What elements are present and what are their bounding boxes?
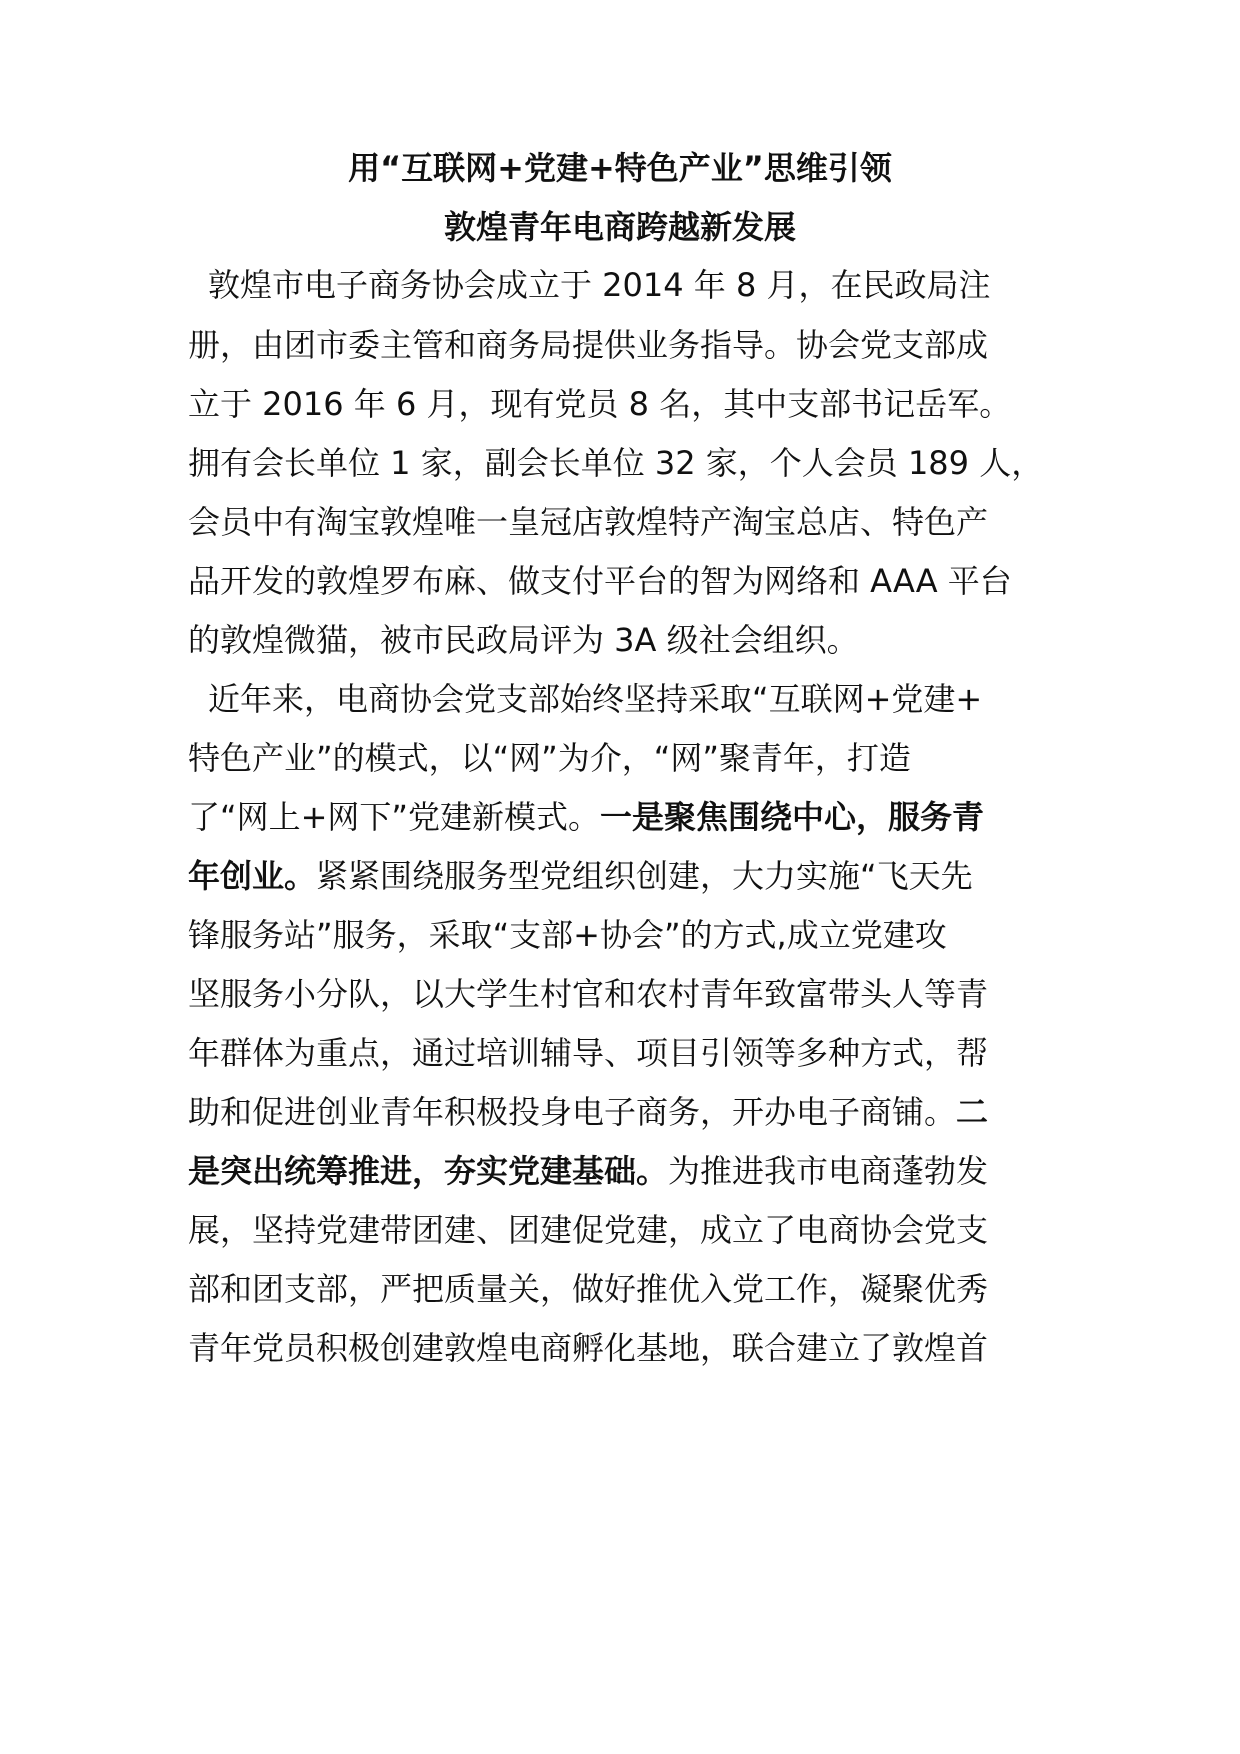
paragraph-2-line-3 (188, 795, 984, 839)
paragraph-2-line-4 (188, 854, 973, 898)
paragraph-1-line-1: 敦煌市电子商务协会成立于 2014 年 8 月，在民政局注 (208, 266, 991, 304)
paragraph-2-line-8 (188, 1090, 988, 1134)
point-two-heading-part-1: 二 (956, 1093, 989, 1131)
document-title-line-1: 用“互联网+党建+特色产业”思维引领 (348, 149, 892, 187)
point-two-heading-part-2: 是突出统筹推进，夯实党建基础。 (188, 1152, 669, 1190)
paragraph-1-line-2: 册，由团市委主管和商务局提供业务指导。协会党支部成 (188, 326, 989, 364)
paragraph-2-line-9 (188, 1149, 988, 1193)
point-one-heading-part-2: 年创业。 (188, 857, 317, 895)
point-one-heading-part-1: 一是聚焦围绕中心，服务青 (599, 798, 984, 836)
paragraph-1-line-5: 会员中有淘宝敦煌唯一皇冠店敦煌特产淘宝总店、特色产 (188, 503, 989, 541)
paragraph-2-line-4-text: 紧紧围绕服务型党组织创建，大力实施“飞天先 (316, 857, 973, 895)
paragraph-2-line-9-text: 为推进我市电商蓬勃发 (668, 1152, 989, 1190)
paragraph-2-line-6: 坚服务小分队，以大学生村官和农村青年致富带头人等青 (188, 975, 989, 1013)
paragraph-1-line-6: 品开发的敦煌罗布麻、做支付平台的智为网络和 AAA 平台 (188, 562, 1012, 600)
paragraph-2-line-12: 青年党员积极创建敦煌电商孵化基地，联合建立了敦煌首 (188, 1329, 989, 1367)
paragraph-1-line-4: 拥有会长单位 1 家，副会长单位 32 家，个人会员 189 人， (188, 444, 1044, 482)
paragraph-2-line-11: 部和团支部，严把质量关，做好推优入党工作，凝聚优秀 (188, 1270, 989, 1308)
paragraph-1-line-7: 的敦煌微猫，被市民政局评为 3A 级社会组织。 (188, 621, 859, 659)
paragraph-1-line-3: 立于 2016 年 6 月，现有党员 8 名，其中支部书记岳军。 (188, 385, 1012, 423)
document-title-line-2: 敦煌青年电商跨越新发展 (443, 208, 796, 246)
paragraph-2-line-7: 年群体为重点，通过培训辅导、项目引领等多种方式，帮 (188, 1034, 989, 1072)
paragraph-2-line-5: 锋服务站”服务，采取“支部+协会”的方式,成立党建攻 (188, 916, 947, 954)
paragraph-2-line-1: 近年来，电商协会党支部始终坚持采取“互联网+党建+ (208, 680, 983, 718)
paragraph-2-line-8-text: 助和促进创业青年积极投身电子商务，开办电子商铺。 (188, 1093, 957, 1131)
paragraph-2-line-3-text: 了“网上+网下”党建新模式。 (188, 798, 600, 836)
paragraph-2-line-2: 特色产业”的模式，以“网”为介，“网”聚青年，打造 (188, 739, 911, 777)
paragraph-2-line-10: 展，坚持党建带团建、团建促党建，成立了电商协会党支 (188, 1211, 989, 1249)
